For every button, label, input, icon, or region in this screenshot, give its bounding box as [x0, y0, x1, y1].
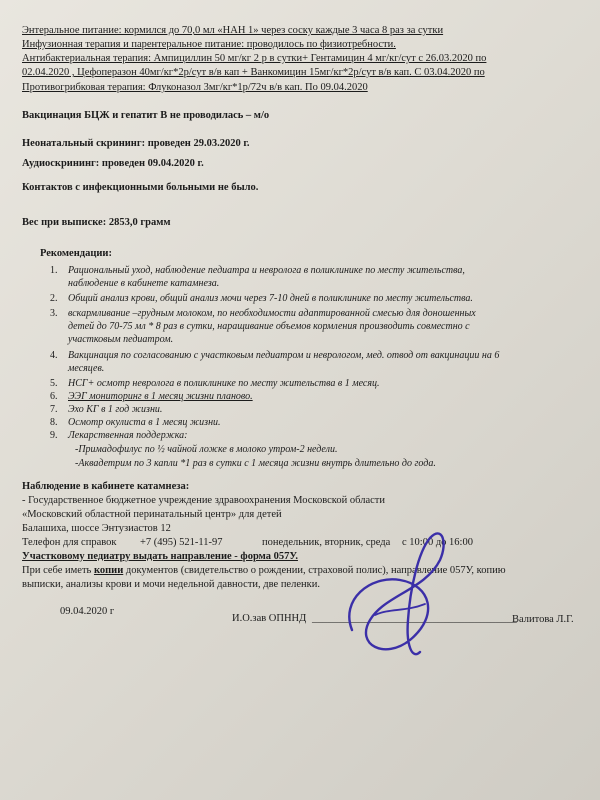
infusion-therapy-line: Инфузионная терапия и парентеральное питание: проводилось по физиотребности.: [22, 39, 396, 50]
rec-item-9-line-1: Лекарственная поддержка:: [68, 430, 188, 441]
rec-item-3-line-3: участковым педиатром.: [68, 334, 174, 345]
document-date: 09.04.2020 г: [60, 606, 115, 617]
rec-item-5-line-1: НСГ+ осмотр невролога в поликлинике по месту жительства в 1 месяц.: [68, 378, 380, 389]
catamnesis-institution-line-1: - Государственное бюджетное учреждение здравоохранения Московской области: [22, 495, 385, 506]
bring-documents-line-2: выписки, анализы крови и мочи недельной давности, две пеленки.: [22, 579, 320, 590]
catamnesis-address: Балашиха, шоссе Энтузиастов 12: [22, 523, 171, 534]
signer-position: И.О.зав ОПННД: [232, 613, 307, 624]
rec-item-1-line-1: Рациональный уход, наблюдение педиатра и невролога в поликлинике по месту жительства,: [68, 265, 465, 276]
rec-number: 4.: [50, 350, 58, 361]
antifungal-therapy-line: Противогрибковая терапия: Флуконазол 3мг/кг*1р/72ч в/в кап. По 09.04.2020: [22, 82, 368, 93]
rec-item-7-line-1: Эхо КГ в 1 год жизни.: [68, 404, 163, 415]
rec-number: 8.: [50, 417, 58, 428]
rec-item-9-line-2: -Примадофилус по ½ чайной ложке в молоко утром-2 недели.: [75, 444, 338, 455]
catamnesis-heading: Наблюдение в кабинете катамнеза:: [22, 481, 190, 492]
signature-line: _______________________________________: [312, 613, 517, 624]
referral-instruction: Участковому педиатру выдать направление - форма 057У.: [22, 551, 298, 562]
catamnesis-institution-line-2: «Московский областной перинатальный центр» для детей: [22, 509, 282, 520]
rec-item-3-line-2: детей до 70-75 мл * 8 раз в сутки, наращивание объемов кормления производить совместно с: [68, 321, 470, 332]
reception-hours: с 10:00 до 16:00: [402, 537, 473, 548]
neonatal-screening-statement: Неонатальный скрининг: проведен 29.03.2020 г.: [22, 138, 250, 149]
rec-item-1-line-2: наблюдение в кабинете катамнеза.: [68, 278, 220, 289]
phone-label: Телефон для справок: [22, 537, 117, 548]
rec-number: 2.: [50, 293, 58, 304]
rec-item-8-line-1: Осмотр окулиста в 1 месяц жизни.: [68, 417, 221, 428]
vaccination-statement: Вакцинация БЦЖ и гепатит В не проводилась – м/о: [22, 110, 270, 121]
bring-documents-line-1: При себе иметь копии документов (свидетельство о рождении, страховой полис), направление 057У, копию: [22, 565, 506, 576]
rec-number: 1.: [50, 265, 58, 276]
contacts-statement: Контактов с инфекционными больными не было.: [22, 182, 259, 193]
discharge-weight: Вес при выписке: 2853,0 грамм: [22, 217, 171, 228]
reception-days: понедельник, вторник, среда: [262, 537, 391, 548]
enteral-feeding-line: Энтеральное питание: кормился до 70,0 мл «НАН 1» через соску каждые 3 часа 8 раз за сутки: [22, 25, 444, 36]
rec-item-6-line-1: ЭЭГ мониторинг в 1 месяц жизни планово.: [68, 391, 253, 402]
handwritten-signature-icon: [330, 520, 470, 670]
phone-number: +7 (495) 521-11-97: [140, 537, 223, 548]
recommendations-heading: Рекомендации:: [40, 248, 112, 259]
rec-item-4-line-1: Вакцинация по согласованию с участковым педиатром и неврологом, мед. отвод от вакцинации на 6: [68, 350, 500, 361]
rec-number: 7.: [50, 404, 58, 415]
signer-name: Валитова Л.Г.: [512, 614, 574, 625]
rec-item-4-line-2: месяцев.: [68, 363, 105, 374]
antibacterial-therapy-line-2: 02.04.2020 , Цефоперазон 40мг/кг*2р/сут в/в кап + Ванкомицин 15мг/кг*2р/сут в/в кап. С 03.04.2020 по: [22, 67, 485, 78]
rec-number: 9.: [50, 430, 58, 441]
rec-item-3-line-1: вскармливание –грудным молоком, по необходимости адаптированной смесью для доношенных: [68, 308, 476, 319]
rec-item-2-line-1: Общий анализ крови, общий анализ мочи через 7-10 дней в поликлинике по месту жительства.: [68, 293, 473, 304]
rec-item-9-line-3: -Аквадетрим по 3 капли *1 раз в сутки с 1 месяца жизни внутрь длительно до года.: [75, 458, 436, 469]
audio-screening-statement: Аудиоскрининг: проведен 09.04.2020 г.: [22, 158, 204, 169]
antibacterial-therapy-line: Антибактериальная терапия: Ампициллин 50 мг/кг 2 р в сутки+ Гентамицин 4 мг/кг/сут с 26.03.2020 по: [22, 53, 487, 64]
rec-number: 3.: [50, 308, 58, 319]
rec-number: 5.: [50, 378, 58, 389]
rec-number: 6.: [50, 391, 58, 402]
